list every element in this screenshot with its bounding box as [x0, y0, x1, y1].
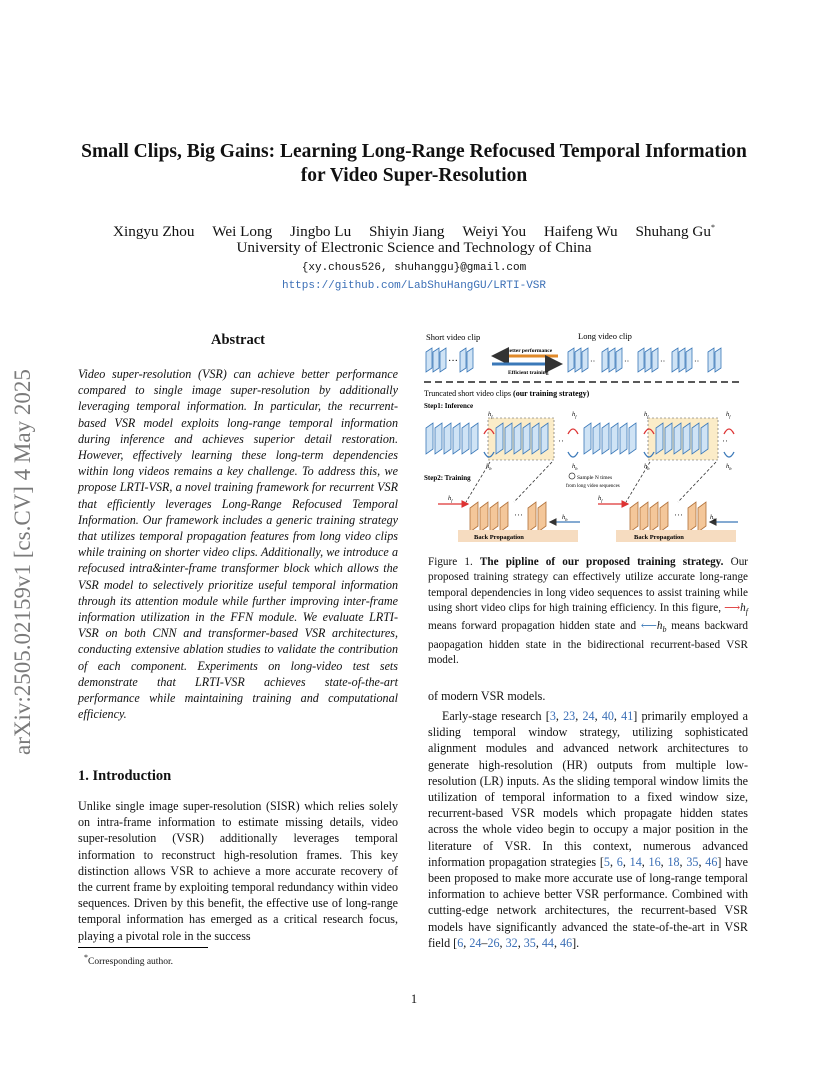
svg-text:··: ··: [590, 357, 596, 366]
svg-text:··: ··: [624, 357, 630, 366]
abstract-heading: Abstract: [211, 332, 265, 348]
caption-bold: The pipline of our proposed training strategy.: [479, 556, 724, 568]
early-research-paragraph: Early-stage research [3, 23, 24, 40, 41] primarily employed a sliding temporal window strategy, utilizing sophisticated alignment modules and advanced network architectures to generate high-resolution (HR) outputs from multiple low-resolution (LR) inputs. As the sliding temporal window limits the utilization of temporal information to a fixed window size, recurrent-based VSR models which propagate hidden states across the whole video begin to occupy a major position in the literature of VSR. In this context, numerous advanced information propagation strategies [5, 6, 14, 16, 18, 35, 46] have been proposed to make more accurate use of long-range temporal information to achieve better VSR performance. Combined with cutting-edge network architectures, the recurrent-based VSR models have significantly advanced the state-of-the-art in VSR field [6, 24–26, 32, 35, 44, 46].: [428, 709, 749, 950]
author-email: {xy.chous526, shuhanggu}@gmail.com: [301, 262, 527, 274]
author: Shuhang Gu*: [635, 223, 715, 241]
step2-label: Step2: Training: [424, 474, 471, 482]
arxiv-stamp: [6, 290, 36, 760]
svg-text:hf: $h_f$: [598, 495, 603, 503]
page-number: 1: [410, 992, 418, 1006]
efficient-training-label: Efficient training: [508, 370, 549, 376]
step1-label: Step1: Inference: [424, 402, 474, 410]
footnote-rule: [78, 947, 208, 948]
svg-text:··: ··: [694, 357, 700, 366]
svg-text:hb: $h_b$: [572, 463, 578, 471]
training-frames: [470, 502, 706, 532]
abstract-text: Video super-resolution (VSR) can achieve better performance compared to single image super-resolution by additionally leveraging temporal information. In particular, the recurrent-based VSR model exploits long-range temporal information during inference and achieves superior detail restoration. However, effectively learning these long-term dependencies within long videos remains a key challenge. To address this, we propose LRTI-VSR, a novel training framework for recurrent VSR that efficiently leverages Long-Range Refocused Temporal Information. Our framework includes a generic training strategy that utilizes temporal propagation features from long video clips while training on shorter video clips. Additionally, we introduce a refocused intra&inter-frame transformer block which allows the VSR model to selectively prioritize useful temporal information through its attention module while further improving inter-frame information utilization in the FFN module. We evaluate LRTI-VSR on both CNN and transformer-based VSR architectures, conducting extensive ablation studies to validate the contribution of each component. Experiments on long-video test sets demonstrate that LRTI-VSR achieves state-of-the-art performance while maintaining training and computational efficiency.: [78, 367, 398, 722]
intro-heading: 1. Introduction: [78, 768, 172, 784]
caption-label: Figure 1.: [428, 556, 473, 568]
svg-text:hf: $h_f$: [644, 411, 649, 419]
sample-line-1: Sample N times: [577, 475, 613, 481]
author: Shiyin Jiang: [368, 223, 445, 241]
sample-icon: [569, 473, 575, 479]
truncated-label: Truncated short video clips (our training strategy): [424, 389, 590, 398]
svg-text:hb: $h_b$: [562, 514, 568, 522]
svg-text:··: ··: [660, 357, 666, 366]
figure-1: [418, 326, 748, 548]
better-performance-label: Better performance: [506, 348, 553, 354]
back-prop-label: Back Propagation: [474, 534, 524, 541]
svg-text:hf: $h_f$: [448, 495, 453, 503]
title-line-2: for Video Super-Resolution: [300, 165, 528, 186]
corresponding-mark: *: [710, 223, 715, 232]
svg-text:hb: $h_b$: [726, 463, 732, 471]
github-link[interactable]: https://github.com/LabShuHangGU/LRTI-VSR: [281, 280, 547, 292]
svg-text:···: ···: [514, 510, 523, 520]
short-clip-label: Short video clip: [426, 332, 481, 342]
svg-text:hf: $h_f$: [488, 411, 493, 419]
author: Haifeng Wu: [543, 223, 618, 241]
intro-text: Unlike single image super-resolution (SISR) which relies solely on intra-frame information to estimate missing details, video super-resolution (VSR) additionally leverages temporal information to reconstruct high-resolution frames. This key distinction allows VSR to achieve a more accurate recovery of the current frame by exploiting temporal redundancy within video sequences. Driven by this benefit, the effective use of long-range temporal information has emerged as a critical research focus, playing a pivotal role in the success: [78, 799, 398, 943]
sample-line-2: from long video sequences: [566, 484, 620, 489]
affiliation: University of Electronic Science and Technology of China: [236, 239, 592, 256]
arxiv-stamp-text: arXiv:2505.02159v1 [cs.CV] 4 May 2025: [10, 369, 35, 755]
footnote: *Corresponding author.: [84, 953, 173, 968]
long-clip-label: Long video clip: [578, 331, 632, 341]
author: Xingyu Zhou: [113, 223, 195, 241]
svg-text:hb: $h_b$: [486, 463, 492, 471]
svg-text:hf: $h_f$: [726, 411, 731, 419]
svg-text:hb: $h_b$: [710, 514, 716, 522]
svg-text:··: ··: [722, 436, 728, 446]
svg-text:hf: $h_f$: [572, 411, 577, 419]
back-prop-label: Back Propagation: [634, 534, 684, 541]
author: Wei Long: [212, 223, 273, 241]
author: Jingbo Lu: [290, 223, 352, 241]
svg-text:hb: $h_b$: [644, 463, 650, 471]
svg-text:···: ···: [674, 510, 683, 520]
paper-title: [60, 140, 768, 188]
author: Weiyi You: [462, 223, 527, 241]
continued-text: of modern VSR models.: [428, 689, 546, 703]
inference-groups: [426, 411, 734, 471]
svg-text:··: ··: [558, 436, 564, 446]
title-line-1: Small Clips, Big Gains: Learning Long-Range Refocused Temporal Information: [81, 141, 747, 162]
figure-caption: Figure 1. The pipline of our proposed training strategy. Our proposed training strategy can effectively utilize accurate long-range temporal dependencies in long video sequences to assist training while using short video clips for high training efficiency. In this figure, $⟶h_f$ means forward propagation hidden state and $⟵h_b$ means backward paopagation hidden state in the bidirectional recurrent-based VSR model.: [428, 556, 749, 667]
sampling-lines: [466, 462, 716, 502]
ellipsis: ···: [448, 356, 458, 367]
